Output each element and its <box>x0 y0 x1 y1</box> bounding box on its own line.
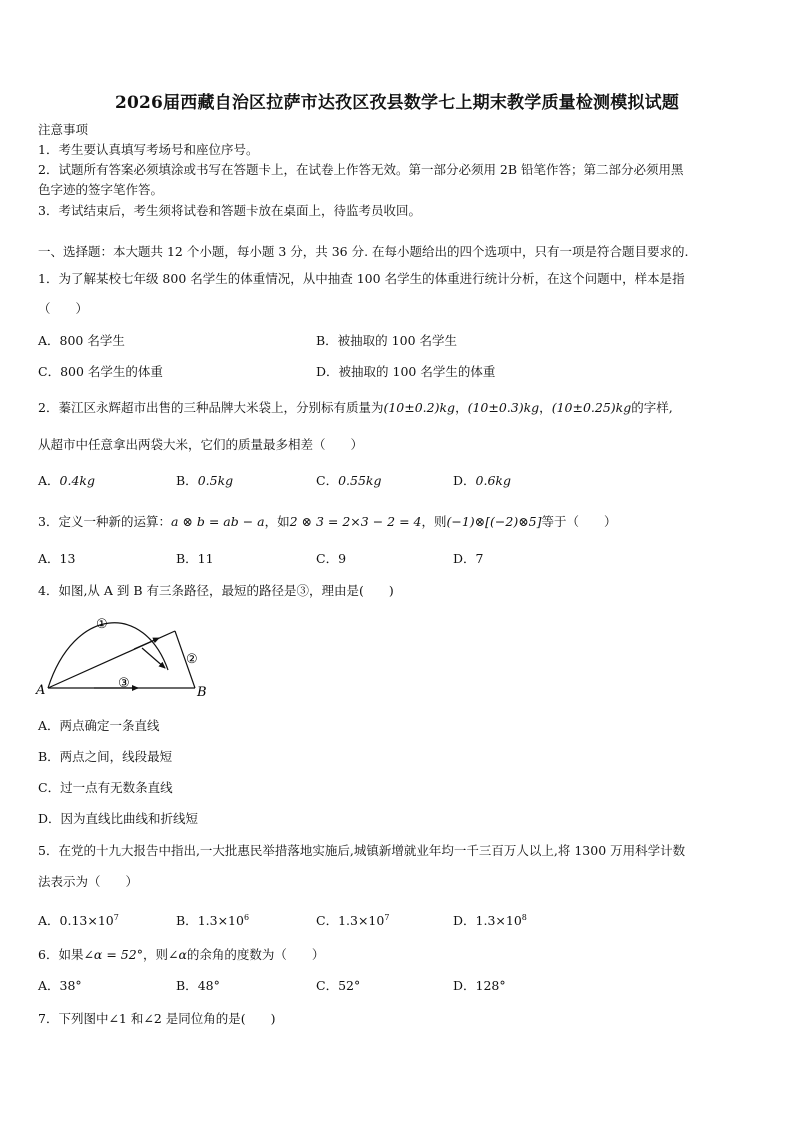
q2-option-b: B．0.5kg <box>176 473 234 488</box>
q2-option-d: D．0.6kg <box>453 473 511 488</box>
q4-option-c: C．过一点有无数条直线 <box>38 780 173 795</box>
q1-option-d: D．被抽取的 100 名学生的体重 <box>316 364 496 379</box>
question-1-stem: 1．为了解某校七年级 800 名学生的体重情况，从中抽查 100 名学生的体重进行统计分析，在这个问题中，样本是指 <box>38 271 685 286</box>
q4-option-d: D．因为直线比曲线和折线短 <box>38 811 199 826</box>
path-1-label: ① <box>96 617 108 632</box>
notice-item: 3．考试结束后，考生须将试卷和答题卡放在桌面上，待监考员收回。 <box>38 203 421 218</box>
q1-option-b: B．被抽取的 100 名学生 <box>316 333 457 348</box>
path-2-label: ② <box>186 652 198 667</box>
q1-option-c: C．800 名学生的体重 <box>38 364 163 379</box>
point-b-label: B <box>197 685 207 700</box>
notice-heading: 注意事项 <box>38 122 89 137</box>
q2-mass-1: (10±0.2)kg <box>383 400 456 415</box>
path-2-arrow <box>134 638 159 649</box>
q2-separator: ， <box>539 400 552 415</box>
q4-option-a: A．两点确定一条直线 <box>38 718 160 733</box>
q2-separator: ， <box>455 400 468 415</box>
notice-item: 色字迹的签字笔作答。 <box>38 182 164 197</box>
q6-option-a: A．38° <box>38 978 82 993</box>
q3-option-c: C．9 <box>316 551 347 566</box>
question-6-stem: 6．如果∠α = 52°，则∠α的余角的度数为（ ） <box>38 947 325 962</box>
path-figure <box>34 612 214 702</box>
q2-option-c: C．0.55kg <box>316 473 382 488</box>
q5-option-a: A．$0.13\times 10^7$ <box>38 913 119 929</box>
notice-item: 1．考生要认真填写考场号和座位序号。 <box>38 142 259 157</box>
q3-expression: (−1)⊗[(−2)⊗5] <box>446 514 542 529</box>
question-2-stem <box>38 400 673 416</box>
q3-definition: a ⊗ b = ab − a <box>170 514 265 529</box>
question-4-stem: 4．如图,从 A 到 B 有三条路径，最短的路径是③，理由是( ) <box>38 583 394 598</box>
question-5-stem: 5．在党的十九大报告中指出,一大批惠民举措落地实施后,城镇新增就业年均一千三百万人以上,将 1300 万用科学计数 <box>38 843 686 858</box>
q6-option-c: C．52° <box>316 978 361 993</box>
q5-option-b: B．$1.3\times 10^6$ <box>176 913 250 929</box>
q2-stem-text: 2．蓁江区永辉超市出售的三种品牌大米袋上，分别标有质量为 <box>38 400 384 415</box>
page-title: 2026届西藏自治区拉萨市达孜区孜县数学七上期末教学质量检测模拟试题 <box>114 93 680 113</box>
q6-option-b: B．48° <box>176 978 220 993</box>
q6-given: ∠α = 52° <box>83 947 143 962</box>
q3-option-b: B．11 <box>176 551 214 566</box>
q5-option-c: C．$1.3\times 10^7$ <box>316 913 390 929</box>
question-2-stem-cont: 从超市中任意拿出两袋大米，它们的质量最多相差（ ） <box>38 437 364 452</box>
q2-mass-2: (10±0.3)kg <box>467 400 540 415</box>
q3-option-d: D．7 <box>453 551 484 566</box>
point-a-label: A <box>36 683 46 698</box>
notice-item: 2．试题所有答案必须填涂或书写在答题卡上，在试卷上作答无效。第一部分必须用 2B 铅笔作答；第二部分必须用黑 <box>38 162 684 177</box>
q2-mass-3: (10±0.25)kg <box>551 400 632 415</box>
path-1-arrow <box>142 648 165 668</box>
section-heading: 一、选择题：本大题共 12 个小题，每小题 3 分，共 36 分. 在每小题给出的四个选项中，只有一项是符合题目要求的. <box>38 244 689 259</box>
path-3-label: ③ <box>118 676 130 691</box>
question-5-stem-cont: 法表示为（ ） <box>38 874 139 889</box>
question-1-stem-cont: （ ） <box>38 301 89 316</box>
question-7-stem: 7．下列图中∠1 和∠2 是同位角的是( ) <box>38 1011 276 1026</box>
q6-option-d: D．128° <box>453 978 506 993</box>
q3-option-a: A．13 <box>38 551 76 566</box>
question-3-stem: 3．定义一种新的运算：a ⊗ b = ab − a，如2 ⊗ 3 = 2×3 − 2 = 4，则(−1)⊗[(−2)⊗5]等于（ ） <box>38 514 617 529</box>
q5-option-d: D．$1.3\times 10^8$ <box>453 913 527 929</box>
q1-option-a: A．800 名学生 <box>38 333 125 348</box>
q6-angle: ∠α <box>167 947 187 962</box>
q2-option-a: A．0.4kg <box>38 473 95 488</box>
q2-stem-tail: 的字样, <box>631 400 673 415</box>
q3-example: 2 ⊗ 3 = 2×3 − 2 = 4 <box>289 514 422 529</box>
q4-option-b: B．两点之间，线段最短 <box>38 749 173 764</box>
